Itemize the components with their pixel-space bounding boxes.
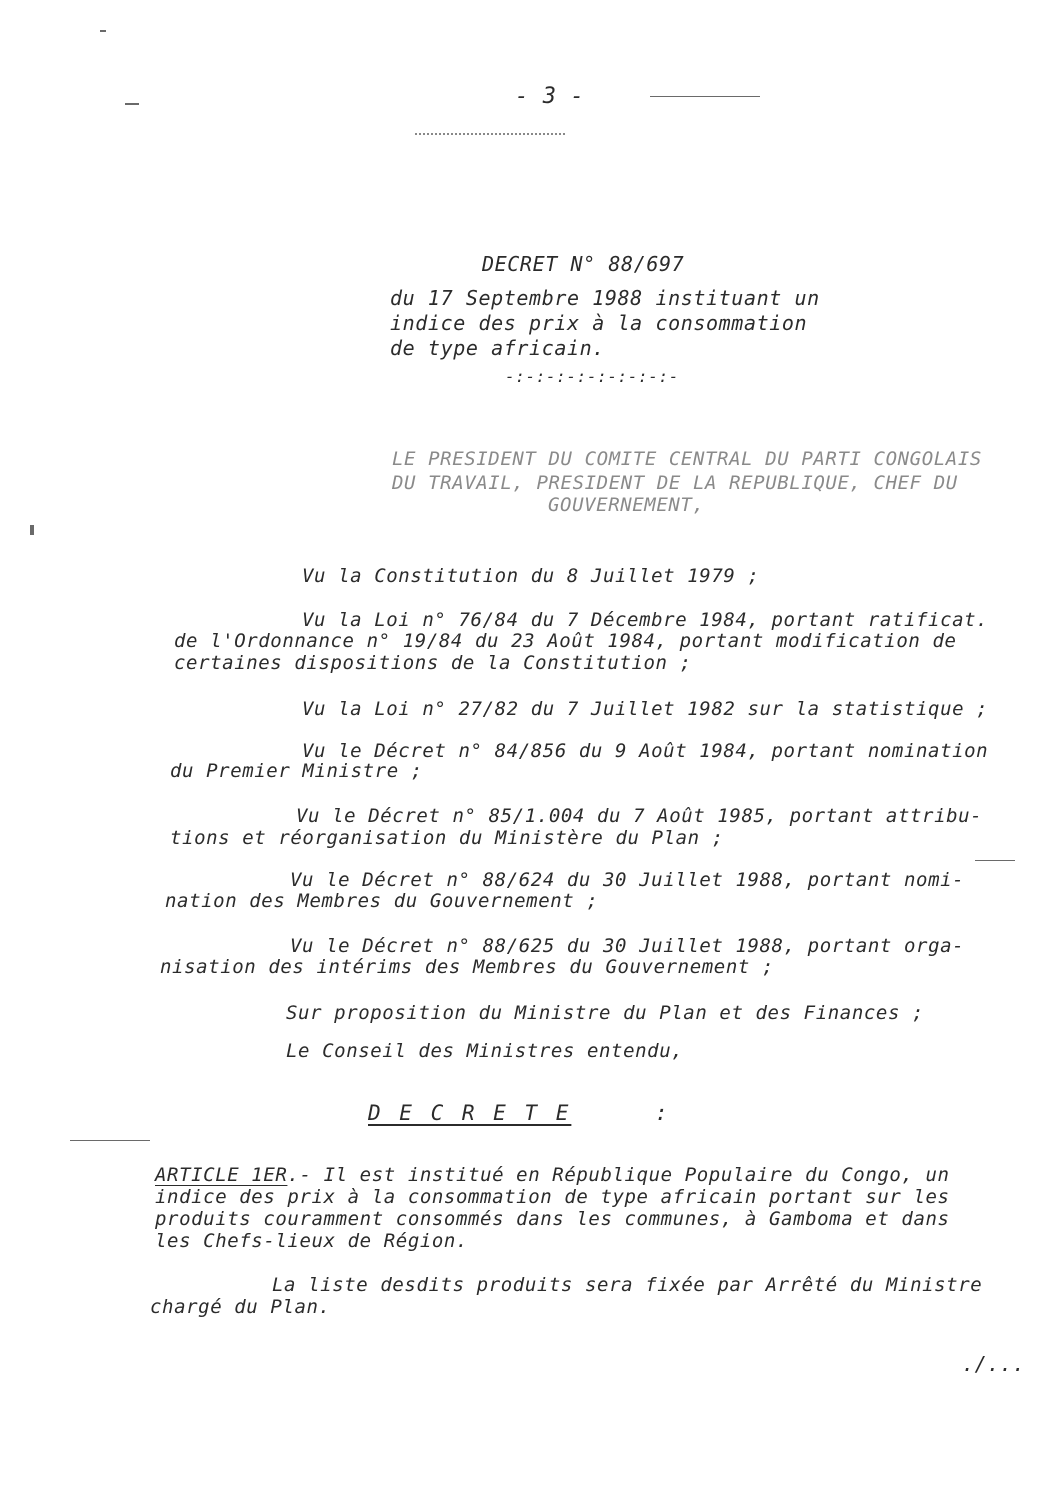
- article-1-paragraph-2-cont: chargé du Plan.: [150, 1296, 331, 1318]
- article-1-line-4: les Chefs-lieux de Région.: [155, 1230, 469, 1252]
- article-1-paragraph-2: La liste desdits produits sera fixée par Arrêté du Ministre: [272, 1274, 983, 1296]
- visa-decret-84-856: Vu le Décret n° 84/856 du 9 Août 1984, portant nomination: [302, 740, 989, 762]
- authority-line-3: GOUVERNEMENT,: [548, 494, 705, 516]
- scan-speck: [975, 860, 1015, 861]
- visa-decret-85-1004: Vu le Décret n° 85/1.004 du 7 Août 1985, portant attribu-: [296, 805, 983, 827]
- visa-decret-84-856-cont: du Premier Ministre ;: [170, 760, 423, 782]
- decrete-heading: D E C R E T E: [368, 1101, 572, 1125]
- visa-decret-88-625: Vu le Décret n° 88/625 du 30 Juillet 1988, portant orga-: [290, 935, 965, 957]
- authority-line-1: LE PRESIDENT DU COMITE CENTRAL DU PARTI CONGOLAIS: [392, 448, 982, 470]
- decree-subtitle-1: du 17 Septembre 1988 instituant un: [390, 286, 820, 310]
- article-1-line-2: indice des prix à la consommation de type africain portant sur les: [155, 1186, 950, 1208]
- title-separator: -:-:-:-:-:-:-:-:-: [505, 367, 679, 386]
- decree-number: DECRET N° 88/697: [482, 252, 685, 276]
- authority-line-2: DU TRAVAIL, PRESIDENT DE LA REPUBLIQUE, CHEF DU: [392, 472, 958, 494]
- article-1-first-line: [155, 1164, 950, 1186]
- decree-subtitle-2: indice des prix à la consommation: [390, 311, 808, 335]
- article-1-text: Il est institué en République Populaire du Congo, un: [323, 1164, 950, 1186]
- visa-decret-88-625-cont: nisation des intérims des Membres du Gouvernement ;: [160, 956, 774, 978]
- scan-dots: [415, 133, 565, 135]
- scan-speck: [70, 1140, 150, 1141]
- visa-decret-88-624-cont: nation des Membres du Gouvernement ;: [165, 890, 599, 912]
- article-1-line-3: produits couramment consommés dans les communes, à Gamboma et dans: [155, 1208, 950, 1230]
- scan-speck: [100, 30, 106, 32]
- visa-decret-88-624: Vu le Décret n° 88/624 du 30 Juillet 1988, portant nomi-: [290, 869, 965, 891]
- scan-speck: [125, 103, 139, 105]
- visa-decret-85-1004-cont: tions et réorganisation du Ministère du Plan ;: [170, 827, 724, 849]
- visa-constitution: Vu la Constitution du 8 Juillet 1979 ;: [302, 565, 760, 587]
- visa-loi-76-84-cont-2: certaines dispositions de la Constitution ;: [174, 652, 692, 674]
- article-1-label: ARTICLE 1ER: [155, 1164, 288, 1186]
- continuation-mark: ./...: [962, 1352, 1026, 1376]
- scan-speck: [30, 525, 34, 535]
- decree-subtitle-3: de type africain.: [390, 336, 605, 360]
- conseil-line: Le Conseil des Ministres entendu,: [286, 1040, 684, 1062]
- decrete-colon: :: [655, 1101, 669, 1125]
- visa-loi-76-84: Vu la Loi n° 76/84 du 7 Décembre 1984, portant ratificat.: [302, 609, 989, 631]
- article-1-label-suffix: .-: [287, 1164, 312, 1186]
- page-number: - 3 -: [515, 84, 585, 109]
- visa-loi-27-82: Vu la Loi n° 27/82 du 7 Juillet 1982 sur la statistique ;: [302, 698, 989, 720]
- proposition-line: Sur proposition du Ministre du Plan et des Finances ;: [286, 1002, 925, 1024]
- visa-loi-76-84-cont-1: de l'Ordonnance n° 19/84 du 23 Août 1984, portant modification de: [174, 630, 957, 652]
- scan-speck: [650, 96, 760, 97]
